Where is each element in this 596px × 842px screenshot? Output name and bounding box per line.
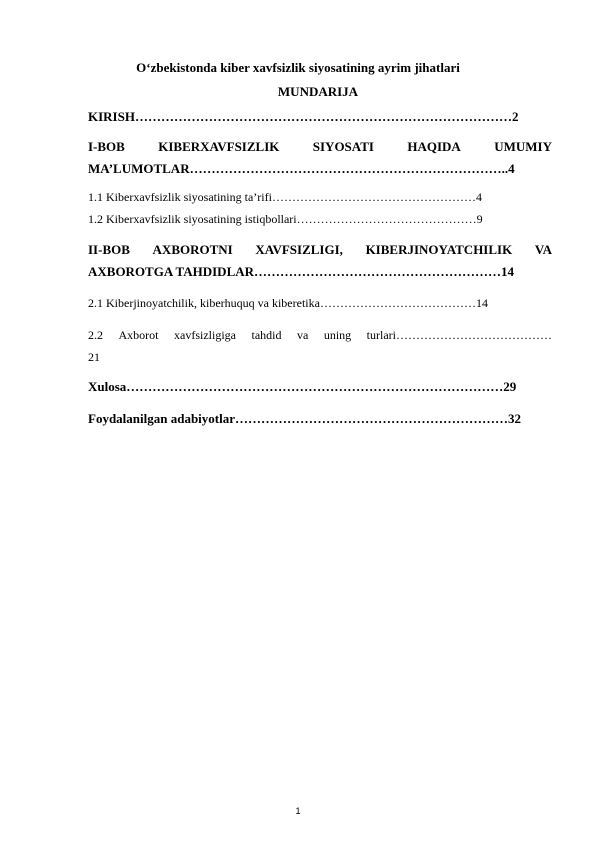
toc-word: XAVFSIZLIGI, (255, 242, 343, 257)
toc-word: xavfsizligiga (174, 328, 236, 342)
toc-entry-1-2[interactable]: 1.2 Kiberxavfsizlik siyosatining istiqbollari………………………………………9 (88, 212, 483, 226)
toc-word: uning (323, 328, 352, 342)
toc-entry-kirish[interactable]: KIRISH……………………………………………………………………………2 (88, 109, 519, 124)
toc-heading: MUNDARIJA (277, 84, 359, 99)
document-title: O‘zbekistonda kiber xavfsizlik siyosatining ayrim jihatlari (136, 60, 460, 75)
toc-entry-2-2-line2[interactable]: 21 (88, 350, 100, 364)
toc-entry-1-1[interactable]: 1.1 Kiberxavfsizlik siyosatining ta’rifi……………………………………………4 (88, 190, 482, 204)
toc-word: AXBOROTNI (152, 242, 233, 257)
toc-entry-2-1[interactable]: 2.1 Kiberjinoyatchilik, kiberhuquq va kiberetika…………………………………14 (88, 296, 488, 310)
toc-word: KIBERXAVFSIZLIK (158, 139, 280, 154)
toc-word: UMUMIY (494, 139, 552, 154)
toc-word: tahdid (251, 328, 282, 342)
toc-word: VA (534, 242, 552, 257)
toc-entry-bob1[interactable] (88, 136, 552, 158)
page-number: 1 (295, 806, 301, 816)
toc-entry-bob2-line1 (88, 239, 552, 261)
toc-entry-xulosa[interactable]: Xulosa……………………………………………………………………………29 (88, 379, 517, 394)
toc-word: I-BOB (88, 139, 125, 154)
toc-word: II-BOB (88, 242, 130, 257)
toc-word: KIBERJINOYATCHILIK (365, 242, 513, 257)
toc-word: 2.2 (88, 328, 103, 342)
toc-word: SIYOSATI (312, 139, 374, 154)
toc-word: HAQIDA (407, 139, 461, 154)
toc-entry-bob1-line1 (88, 136, 552, 158)
toc-word: Axborot (118, 328, 159, 342)
toc-word: turlari………………………………… (366, 328, 552, 342)
toc-entry-bob2-line2[interactable]: AXBOROTGA TAHDIDLAR…………………………………………………14 (88, 264, 515, 279)
toc-entry-bob2[interactable] (88, 239, 552, 261)
toc-word: va (296, 328, 309, 342)
toc-entry-2-2-line1 (88, 324, 552, 346)
toc-entry-foydalanilgan-adabiyotlar[interactable]: Foydalanilgan adabiyotlar………………………………………………………32 (88, 411, 521, 426)
toc-entry-2-2[interactable] (88, 324, 552, 346)
toc-entry-bob1-line2[interactable]: MA’LUMOTLAR………………………………………………………………..4 (88, 161, 515, 176)
